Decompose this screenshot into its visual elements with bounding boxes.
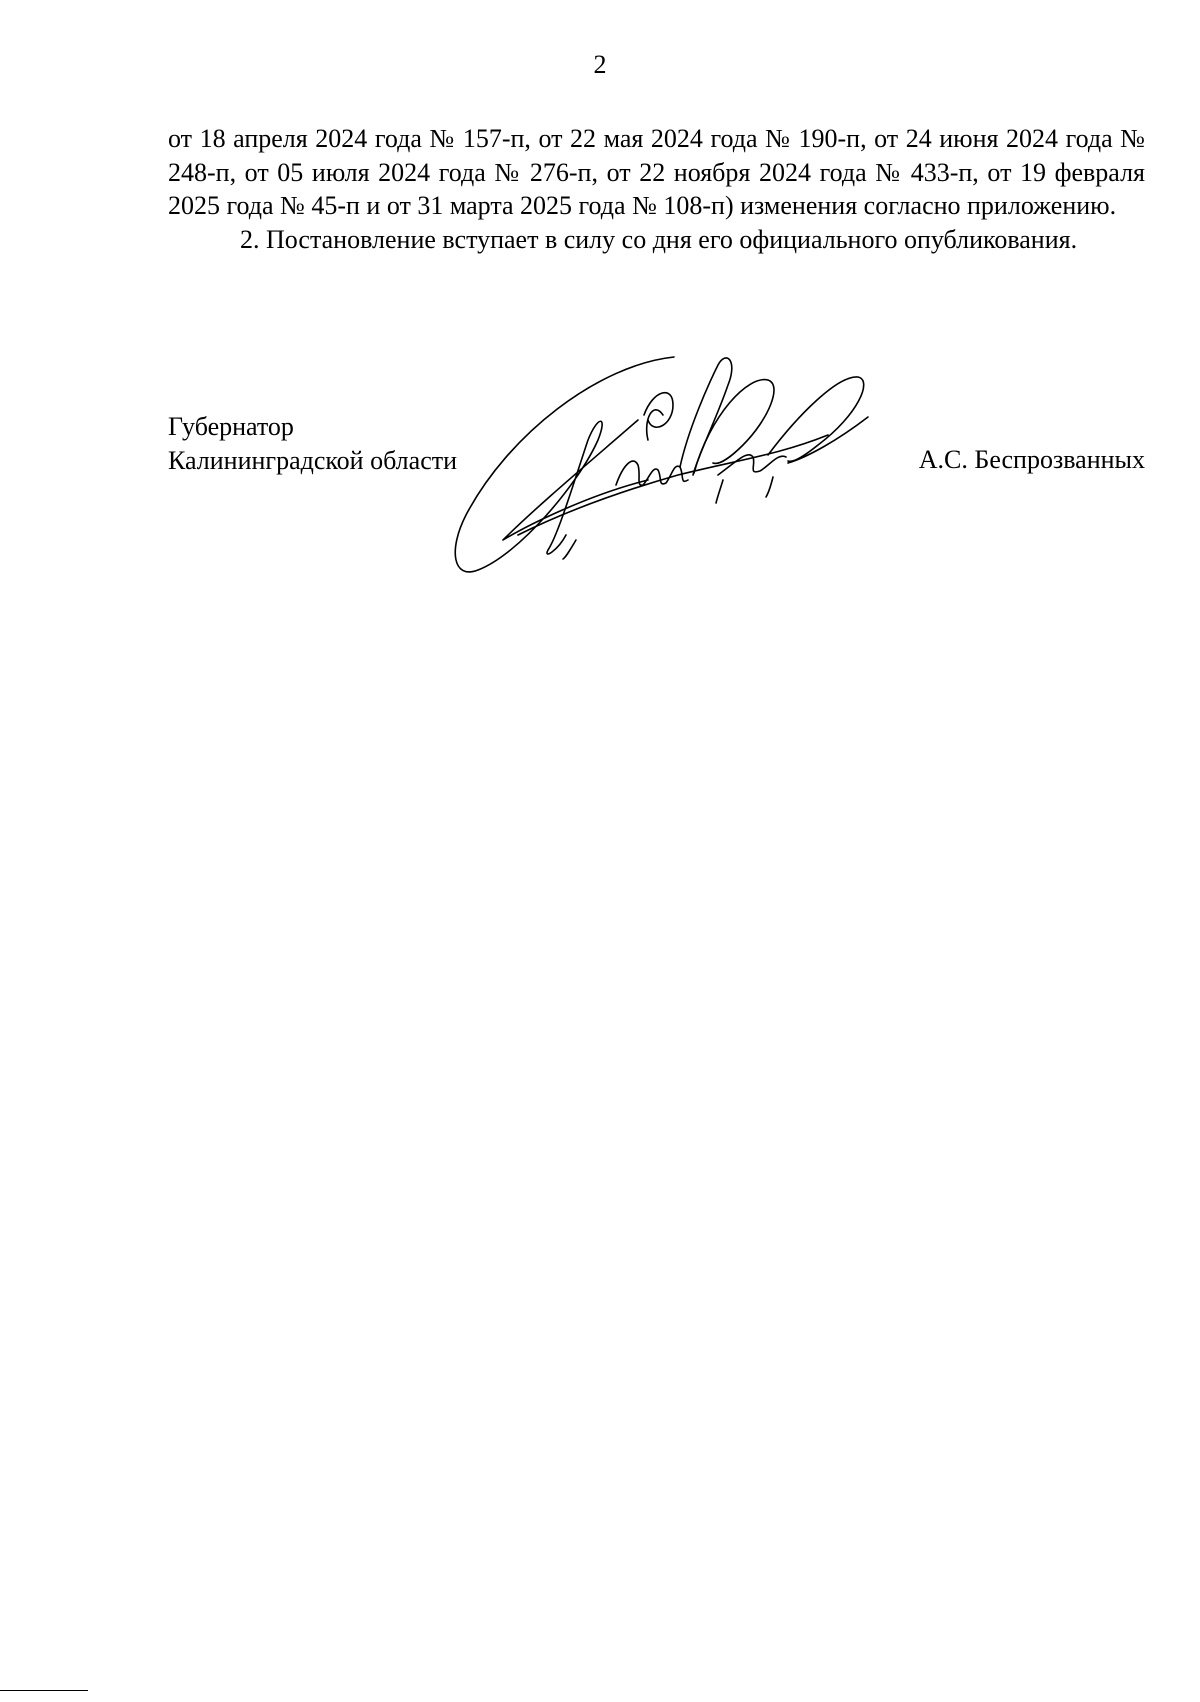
page-number: 2: [593, 50, 607, 79]
footer-rule: [0, 1690, 88, 1691]
handwritten-signature: [448, 345, 908, 585]
signer-position-line-1: Губернатор: [168, 412, 294, 441]
paragraph-item-2: 2. Постановление вступает в силу со дня его официального опубликования.: [240, 224, 1078, 254]
document-body: [168, 122, 1145, 256]
signer-position-line-2: Калининградской области: [168, 445, 458, 475]
signer-name: А.С. Беспрозванных: [918, 445, 1145, 474]
paragraph-continuation: от 18 апреля 2024 года № 157-п, от 22 мая 2024 года № 190-п, от 24 июня 2024 года № 248-п, от 05 июля 2024 года № 276-п, от 22 ноября 2024 года № 433-п, от 19 февраля 2025 года № 45-п и от 31 марта 2025 года № 108-п) изменения согласно приложению.: [168, 124, 1145, 220]
signer-position: [168, 410, 457, 477]
